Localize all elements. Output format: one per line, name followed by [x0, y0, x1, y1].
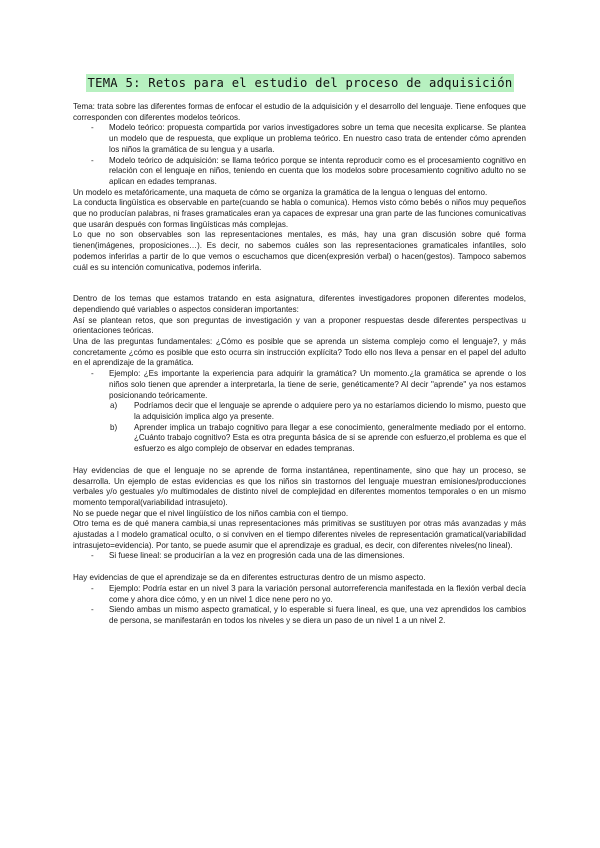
paragraph: Lo que no son observables son las representaciones mentales, es más, hay una gran discusión sobre qué forma tienen(imágenes, proposiciones…). Es decir, no sabemos cuáles son las representaciones gramaticales infantiles, solo podemos inferirlas a partir de lo que vemos o escuchamos que dicen(expresión verbal) o hacen(gestos). Tampoco sabemos cuál es su intención comunicativa, podemos inferirla.: [73, 230, 526, 272]
list-item: - Ejemplo: ¿Es importante la experiencia para adquirir la gramática? Un momento.¿la gramática se aprende o los niños solo tienen que aprender a interpretarla, la tiene de serie, genéticamente? Al decir "aprende" ya nos estamos posicionando teóricamente.: [83, 369, 526, 401]
spacer: [73, 455, 526, 466]
paragraph: Hay evidencias de que el aprendizaje se da en diferentes estructuras dentro de un mismo aspecto.: [73, 573, 426, 583]
page-title: TEMA 5: Retos para el estudio del proceso de adquisición: [87, 76, 513, 90]
paragraph: Dentro de los temas que estamos tratando en esta asignatura, diferentes investigadores proponen diferentes modelos, dependiendo qué variables o aspectos consideran importantes:: [73, 294, 526, 314]
sub-list-marker: a): [110, 401, 118, 411]
document-body: [73, 102, 526, 627]
list-item: - Modelo teórico: propuesta compartida por varios investigadores sobre un tema que necesita explicarse. Se plantea un modelo que de respuesta, que explique un problema teórico. En nuestro caso trata de entender cómo aprenden los niños la gramática de su lengua y a usarla.: [83, 123, 526, 155]
title-container: [0, 74, 600, 92]
spacer: [73, 562, 526, 573]
paragraph: La conducta lingüística es observable en parte(cuando se habla o comunica). Hemos visto cómo bebés o niños muy pequeños que no producían palabras, ni frases gramaticales eran ya capaces de expresar una gran parte de las funciones comunicativas que usarán después con formas lingüísticas más complejas.: [73, 198, 526, 229]
list-item: - Ejemplo: Podría estar en un nivel 3 para la variación personal autorreferencia manifestada en la flexión verbal decía come y ahora dice cómo, y en un nivel 1 dice nene pero no yo.: [83, 584, 526, 605]
sub-list-text: Aprender implica un trabajo cognitivo para llegar a ese conocimiento, generalmente mediado por el entorno. ¿Cuánto trabajo cognitivo? Esta es otra pregunta básica de si se aprende con esfuerzo,el problema es que el esfuerzo es algo complejo de observar en edades tempranas.: [134, 422, 526, 454]
sub-list-item: [110, 423, 526, 455]
list-item: - Modelo teórico de adquisición: se llama teórico porque se intenta reproducir como es el procesamiento cognitivo en relación con el lenguaje en niños, teniendo en cuenta que los modelos sobre procesamiento cognitivo adulto no se aplican en edades tempranas.: [83, 156, 526, 188]
sub-list-item: [110, 401, 526, 422]
paragraph: Un modelo es metafóricamente, una maqueta de cómo se organiza la gramática de la lengua o lenguas del entorno.: [73, 187, 488, 197]
bullet-list-linear: [73, 551, 526, 562]
bullet-list-structures: [73, 584, 526, 627]
list-item: - Si fuese lineal: se producirían a la vez en progresión cada una de las dimensiones.: [83, 551, 526, 562]
paragraph: Así se plantean retos, que son preguntas de investigación y van a proponer respuestas desde diferentes perspectivas u orientaciones teóricas.: [73, 315, 526, 336]
paragraph: No se puede negar que el nivel lingüístico de los niños cambia con el tiempo.: [73, 508, 349, 518]
paragraph: Hay evidencias de que el lenguaje no se aprende de forma instantánea, repentinamente, sino que hay un proceso, se desarrolla. Un ejemplo de estas evidencias es que los niños sin trastornos del lenguaje muestran emisiones/producciones verbales y/o gestuales y/o multimodales de distinto nivel de complejidad en diferentes momentos temporales o en un mismo momento temporal(variabilidad intrasujeto).: [73, 465, 526, 507]
sub-list: [73, 401, 526, 455]
sub-list-marker: b): [110, 422, 118, 432]
paragraph: Una de las preguntas fundamentales: ¿Cómo es posible que se aprenda un sistema complejo como el lenguaje?, y más concretamente ¿cómo es posible que esto ocurra sin instrucción explícita? Todo ello nos lleva a pensar en el papel del adulto en el aprendizaje de la gramática.: [73, 337, 526, 368]
sub-list-text: Podríamos decir que el lenguaje se aprende o adquiere pero ya no estaríamos diciendo lo mismo, puesto que la adquisición implica algo ya presente.: [134, 401, 526, 421]
spacer: [73, 273, 526, 294]
paragraph-intro: Tema: trata sobre las diferentes formas de enfocar el estudio de la adquisición y el desarrollo del lenguaje. Tiene enfoques que corresponden con diferentes modelos teóricos.: [73, 102, 526, 122]
bullet-list-example: [73, 369, 526, 401]
bullet-list-models: [73, 123, 526, 187]
paragraph: Otro tema es de qué manera cambia,si unas representaciones más primitivas se sustituyen por otras más avanzadas y más ajustadas a l modelo gramatical oculto, o si conviven en el tiempo diferentes niveles de representación gramatical(variabilidad intrasujeto=evidencia). Por tanto, se puede asumir que el aprendizaje es gradual, es decir, con diferentes niveles(no lineal).: [73, 519, 526, 550]
list-item: - Siendo ambas un mismo aspecto gramatical, y lo esperable si fuera lineal, es que, una vez aprendidos los cambios de persona, se manifestarán en todos los niveles y se diera un paso de un nivel 1 a un nivel 2.: [83, 605, 526, 626]
